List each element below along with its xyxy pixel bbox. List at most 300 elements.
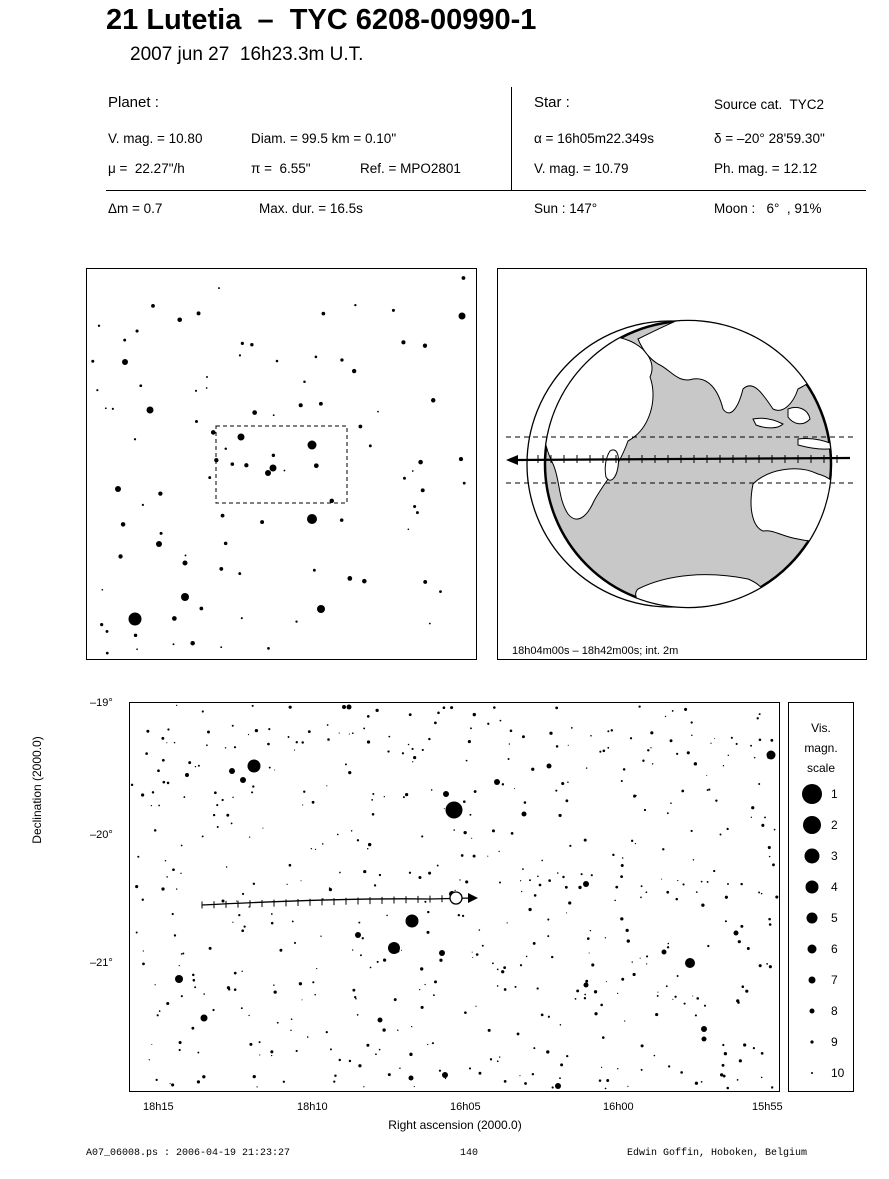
chart-star <box>372 793 374 795</box>
chart-star <box>226 866 227 867</box>
chart-star <box>734 931 739 936</box>
chart-star <box>167 782 170 785</box>
chart-star <box>621 978 624 981</box>
chart-star <box>569 845 571 847</box>
chart-star <box>725 920 727 922</box>
chart-star <box>731 737 733 739</box>
chart-star <box>269 767 271 769</box>
chart-star <box>214 791 217 794</box>
chart-star <box>192 974 195 977</box>
chart-star <box>370 967 372 969</box>
chart-star <box>556 745 559 748</box>
finder-star <box>362 579 367 584</box>
chart-star <box>462 915 464 917</box>
chart-star <box>583 881 589 887</box>
chart-star <box>433 994 435 996</box>
chart-star <box>312 981 314 983</box>
chart-star <box>533 942 536 945</box>
chart-star <box>240 777 246 783</box>
finder-star <box>195 420 198 423</box>
chart-star <box>424 901 426 903</box>
chart-star <box>761 1052 764 1055</box>
chart-star <box>354 996 356 998</box>
chart-star <box>327 724 329 726</box>
finder-star <box>354 304 356 306</box>
chart-star <box>668 1065 670 1067</box>
chart-star <box>152 791 154 793</box>
chart-star <box>151 1044 152 1045</box>
chart-star <box>185 773 189 777</box>
chart-star <box>646 955 648 957</box>
chart-star <box>740 925 743 928</box>
chart-star <box>667 812 669 814</box>
chart-star <box>471 838 472 839</box>
chart-star <box>771 1086 773 1088</box>
chart-star <box>617 993 618 994</box>
chart-star <box>443 706 446 709</box>
finder-star <box>123 339 126 342</box>
chart-star <box>701 881 703 883</box>
chart-star <box>289 864 292 867</box>
chart-star <box>727 883 729 885</box>
chart-star <box>241 929 244 932</box>
chart-star <box>741 985 744 988</box>
chart-star <box>408 744 410 746</box>
chart-star <box>357 839 359 841</box>
chart-star <box>520 964 522 966</box>
chart-star <box>638 705 640 707</box>
chart-star <box>692 996 693 997</box>
chart-star <box>167 728 169 730</box>
chart-star <box>244 925 246 927</box>
scale-label-2: 2 <box>831 818 838 832</box>
chart-star <box>427 911 429 913</box>
scale-label-5: 5 <box>831 911 838 925</box>
chart-star <box>419 989 420 990</box>
chart-star <box>667 946 669 948</box>
finder-star <box>270 465 277 472</box>
chart-star <box>181 953 183 955</box>
finder-star <box>214 458 218 462</box>
chart-star <box>174 934 176 936</box>
chart-star <box>743 1043 746 1046</box>
chart-star <box>594 990 597 993</box>
chart-star <box>256 1086 257 1087</box>
chart-star <box>326 1031 328 1033</box>
chart-star <box>600 1004 603 1007</box>
chart-star <box>555 707 558 710</box>
chart-star <box>594 1012 597 1015</box>
chart-star <box>589 953 590 954</box>
chart-star <box>437 865 439 867</box>
chart-star <box>403 796 405 798</box>
chart-star <box>677 975 679 977</box>
chart-star <box>315 849 316 850</box>
chart-star <box>581 873 583 875</box>
scale-dot-10 <box>811 1072 813 1074</box>
chart-star <box>372 813 375 816</box>
chart-star <box>759 738 762 741</box>
chart-star <box>362 937 364 939</box>
scale-dot-6 <box>808 945 817 954</box>
chart-star <box>524 801 527 804</box>
chart-star <box>159 1010 161 1012</box>
chart-star <box>566 1055 568 1057</box>
finder-star <box>156 541 162 547</box>
chart-star <box>209 947 212 950</box>
chart-star <box>761 893 763 895</box>
finder-star <box>225 448 227 450</box>
finder-star <box>181 593 189 601</box>
chart-star <box>522 868 524 870</box>
chart-star <box>368 843 371 846</box>
chart-star <box>290 1030 291 1031</box>
planet-mu: μ = 22.27"/h <box>108 161 185 176</box>
chart-star <box>591 963 594 966</box>
chart-star <box>747 947 750 950</box>
chart-star <box>181 995 183 997</box>
chart-star <box>439 959 442 962</box>
chart-star <box>751 817 752 818</box>
chart-star <box>764 816 766 818</box>
chart-star <box>232 725 234 727</box>
chart-star <box>502 783 504 785</box>
chart-star <box>666 985 668 987</box>
chart-star <box>769 923 772 926</box>
chart-star <box>303 791 305 793</box>
chart-star <box>426 931 429 934</box>
chart-star <box>587 937 590 940</box>
chart-star <box>606 1079 609 1082</box>
finder-star <box>463 482 466 485</box>
finder-star <box>91 360 94 363</box>
chart-star <box>620 917 623 920</box>
chart-star <box>444 808 445 809</box>
planet-heading: Planet : <box>108 94 159 111</box>
chart-star <box>662 950 667 955</box>
finder-star <box>238 434 245 441</box>
finder-star <box>308 441 317 450</box>
chart-star <box>252 785 254 787</box>
chart-star <box>424 984 425 985</box>
finder-star <box>142 504 144 506</box>
chart-star <box>707 945 709 947</box>
chart-star <box>439 950 445 956</box>
scale-dot-2 <box>803 816 821 834</box>
chart-star <box>757 717 759 719</box>
finder-star <box>418 460 423 465</box>
finder-star <box>403 477 406 480</box>
chart-star <box>758 783 760 785</box>
finder-star <box>206 387 208 389</box>
scale-label-3: 3 <box>831 849 838 863</box>
finder-star <box>244 463 248 467</box>
chart-star <box>531 768 534 771</box>
finder-star <box>136 648 138 650</box>
finder-star <box>183 561 188 566</box>
y-axis-label: Declination (2000.0) <box>30 736 44 844</box>
chart-star <box>768 846 771 849</box>
scale-label-8: 8 <box>831 1004 838 1018</box>
chart-star <box>157 769 160 772</box>
chart-star <box>599 751 601 753</box>
chart-star <box>357 1014 359 1016</box>
chart-star <box>418 876 421 879</box>
chart-star <box>740 883 742 885</box>
chart-star <box>179 965 180 966</box>
finder-star <box>121 522 126 527</box>
chart-star <box>145 752 148 755</box>
chart-star <box>547 764 552 769</box>
chart-star <box>647 749 649 751</box>
chart-star <box>691 721 693 723</box>
chart-star <box>367 715 370 718</box>
chart-star <box>519 1075 520 1076</box>
chart-star <box>445 1078 446 1079</box>
chart-star <box>736 999 739 1002</box>
chart-star <box>612 854 614 856</box>
chart-star <box>182 953 184 955</box>
finder-star <box>122 359 128 365</box>
chart-star <box>670 739 673 742</box>
finder-star <box>412 470 414 472</box>
finder-star <box>172 616 177 621</box>
chart-star <box>405 793 408 796</box>
chart-star <box>180 873 181 874</box>
finder-star <box>423 344 427 348</box>
finder-star <box>177 317 182 322</box>
chart-star <box>565 799 568 802</box>
chart-star <box>197 1080 200 1083</box>
chart-star <box>497 969 499 971</box>
chart-star <box>414 1086 415 1087</box>
chart-star <box>560 1063 563 1066</box>
chart-star <box>360 954 362 956</box>
chart-star <box>464 1011 467 1014</box>
chart-star <box>420 967 423 970</box>
chart-star <box>468 740 471 743</box>
finder-star <box>221 514 225 518</box>
chart-star <box>707 789 709 791</box>
chart-star <box>252 705 254 707</box>
chart-star <box>229 768 235 774</box>
chart-star <box>394 998 397 1001</box>
chart-star <box>591 874 593 876</box>
finder-star <box>199 607 203 611</box>
chart-star <box>713 870 715 872</box>
chart-star <box>499 881 501 883</box>
footer-file: A07_06008.ps : 2006-04-19 21:23:27 <box>86 1148 291 1159</box>
chart-star <box>384 796 385 797</box>
chart-star <box>383 959 386 962</box>
chart-star <box>274 769 275 770</box>
chart-star <box>234 972 237 975</box>
chart-star <box>754 757 756 759</box>
chart-star <box>503 966 506 969</box>
chart-star <box>479 929 481 931</box>
finder-star <box>340 518 344 522</box>
finder-star <box>369 444 372 447</box>
chart-star <box>723 765 724 766</box>
planet-vmag: V. mag. = 10.80 <box>108 131 203 146</box>
chart-star <box>402 752 404 754</box>
finder-star <box>160 532 163 535</box>
chart-star <box>753 1047 755 1049</box>
chart-star <box>307 1036 309 1038</box>
chart-star <box>555 790 557 792</box>
chart-star <box>294 750 295 751</box>
chart-star <box>646 963 647 964</box>
chart-star <box>701 904 704 907</box>
chart-star <box>248 734 249 735</box>
finder-star <box>135 329 138 332</box>
chart-star <box>232 922 233 923</box>
chart-star <box>759 964 762 967</box>
chart-star <box>548 879 551 882</box>
finder-star <box>319 402 323 406</box>
chart-star <box>131 784 133 786</box>
chart-star <box>156 1079 158 1081</box>
finder-star <box>106 630 109 633</box>
scale-dot-4 <box>806 881 819 894</box>
chart-star <box>607 730 609 732</box>
chart-star <box>761 824 764 827</box>
chart-star <box>352 989 355 992</box>
finder-star <box>241 342 244 345</box>
chart-star <box>288 736 290 738</box>
chart-star <box>621 864 624 867</box>
chart-star <box>504 1080 507 1083</box>
chart-star <box>231 823 233 825</box>
finder-star <box>408 528 410 530</box>
chart-star <box>421 835 423 837</box>
chart-star <box>469 814 471 816</box>
chart-star <box>578 886 581 889</box>
chart-star <box>396 950 399 953</box>
chart-star <box>497 1060 499 1062</box>
chart-star <box>283 1081 285 1083</box>
chart-star <box>273 984 275 986</box>
chart-star <box>166 742 167 743</box>
chart-star <box>367 848 368 849</box>
chart-star <box>308 730 311 733</box>
chart-star <box>234 746 236 748</box>
chart-star <box>767 757 769 759</box>
chart-star <box>584 997 586 999</box>
chart-star <box>726 828 728 830</box>
chart-star <box>241 1007 243 1009</box>
chart-star <box>463 800 466 803</box>
chart-star <box>442 1072 448 1078</box>
chart-star <box>585 980 588 983</box>
chart-star <box>472 952 473 953</box>
finder-star <box>100 623 103 626</box>
chart-star <box>642 760 644 762</box>
chart-star <box>412 748 414 750</box>
chart-star <box>161 737 164 740</box>
chart-star <box>188 761 191 764</box>
chart-star <box>661 879 662 880</box>
page-title: 21 Lutetia – TYC 6208-00990-1 <box>106 4 537 36</box>
chart-star <box>176 888 177 889</box>
finder-star <box>98 325 100 327</box>
globe-caption: 18h04m00s – 18h42m00s; int. 2m <box>512 645 679 657</box>
chart-star <box>296 741 298 743</box>
chart-star <box>552 1086 554 1088</box>
finder-star <box>112 408 114 410</box>
chart-star <box>241 971 242 972</box>
chart-star <box>640 897 642 899</box>
chart-star <box>165 860 166 861</box>
chart-star <box>499 1056 500 1057</box>
chart-star <box>775 896 778 899</box>
chart-star <box>631 840 633 842</box>
direction-arrow <box>468 893 478 903</box>
chart-star <box>225 747 226 748</box>
chart-star <box>701 1026 707 1032</box>
chart-star <box>670 802 672 804</box>
chart-star <box>769 965 772 968</box>
chart-star <box>696 891 698 893</box>
chart-star <box>488 1029 491 1032</box>
chart-star <box>206 744 208 746</box>
chart-star <box>176 705 177 706</box>
chart-star <box>650 731 653 734</box>
star-chart <box>129 702 780 1092</box>
chart-star <box>202 835 204 837</box>
scale-dot-7 <box>809 977 816 984</box>
chart-star <box>316 968 317 969</box>
finder-star <box>267 647 270 650</box>
chart-star <box>170 1083 171 1084</box>
chart-star <box>479 1072 482 1075</box>
chart-star <box>228 988 230 990</box>
finder-star <box>239 354 241 356</box>
chart-star <box>267 743 270 746</box>
chart-star <box>141 793 144 796</box>
chart-star <box>459 879 460 880</box>
chart-star <box>271 913 273 915</box>
chart-star <box>222 799 224 801</box>
chart-star <box>217 826 219 828</box>
chart-star <box>271 922 274 925</box>
chart-star <box>557 872 559 874</box>
chart-star <box>320 936 321 937</box>
planet-diam: Diam. = 99.5 km = 0.10" <box>251 131 397 146</box>
chart-star <box>687 751 690 754</box>
scale-dot-3 <box>805 849 820 864</box>
finder-star <box>139 384 142 387</box>
chart-star <box>255 729 258 732</box>
finder-star <box>220 646 222 648</box>
chart-star <box>549 732 552 735</box>
chart-star <box>504 988 507 991</box>
chart-star <box>363 727 365 729</box>
chart-star <box>387 750 389 752</box>
chart-star <box>602 1036 605 1039</box>
chart-star <box>737 1079 739 1081</box>
chart-star <box>693 859 694 860</box>
chart-star <box>599 1079 602 1082</box>
finder-star <box>173 643 175 645</box>
chart-star <box>725 896 728 899</box>
chart-star <box>641 885 643 887</box>
chart-star <box>171 1083 174 1086</box>
chart-star <box>371 799 373 801</box>
chart-star <box>623 768 625 770</box>
finder-star <box>147 407 154 414</box>
table-divider <box>511 87 512 190</box>
